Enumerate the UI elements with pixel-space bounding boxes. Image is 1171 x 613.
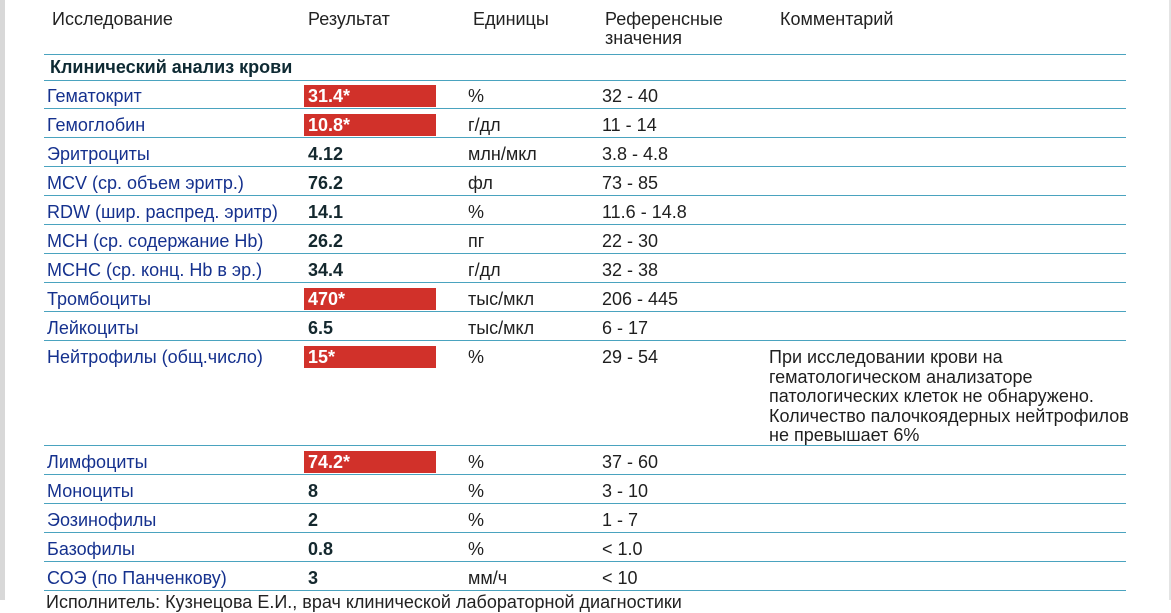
test-name: Эозинофилы xyxy=(47,510,157,530)
reference-range: < 1.0 xyxy=(602,539,643,559)
row-rule xyxy=(44,195,1126,196)
reference-range: 3 - 10 xyxy=(602,481,649,501)
row-rule xyxy=(44,137,1126,138)
reference-range: 73 - 85 xyxy=(602,173,659,193)
test-name: Тромбоциты xyxy=(47,289,152,309)
test-result: 3 xyxy=(308,568,319,588)
test-name: MCH (ср. содержание Hb) xyxy=(47,231,264,251)
section-rule xyxy=(44,80,1126,81)
test-name: MCHC (ср. конц. Hb в эр.) xyxy=(47,260,263,280)
row-rule xyxy=(44,340,1126,341)
test-result: 14.1 xyxy=(308,202,344,222)
test-result: 26.2 xyxy=(308,231,344,251)
row-rule xyxy=(44,282,1126,283)
test-unit: % xyxy=(468,347,485,367)
header-result: Результат xyxy=(308,9,390,29)
row-rule xyxy=(44,474,1126,475)
test-name: Нейтрофилы (общ.число) xyxy=(47,347,263,367)
reference-range: 11.6 - 14.8 xyxy=(602,202,687,222)
test-name: СОЭ (по Панченкову) xyxy=(47,568,227,588)
reference-range: < 10 xyxy=(602,568,638,588)
test-unit: мм/ч xyxy=(468,568,508,588)
test-result: 8 xyxy=(308,481,319,501)
row-rule xyxy=(44,590,1126,591)
reference-range: 29 - 54 xyxy=(602,347,659,367)
test-unit: млн/мкл xyxy=(468,144,537,164)
reference-range: 22 - 30 xyxy=(602,231,659,251)
test-result: 6.5 xyxy=(308,318,334,338)
test-unit: % xyxy=(468,86,485,106)
row-rule xyxy=(44,224,1126,225)
test-unit: тыс/мкл xyxy=(468,289,535,309)
test-unit: % xyxy=(468,481,485,501)
page-edge-shadow xyxy=(0,0,5,600)
reference-range: 11 - 14 xyxy=(602,115,657,135)
row-rule xyxy=(44,166,1126,167)
test-unit: г/дл xyxy=(468,260,501,280)
reference-range: 3.8 - 4.8 xyxy=(602,144,669,164)
test-result: 10.8* xyxy=(308,115,351,135)
test-name: Гемоглобин xyxy=(47,115,146,135)
test-name: MCV (ср. объем эритр.) xyxy=(47,173,244,193)
test-unit: пг xyxy=(468,231,485,251)
header-rule xyxy=(44,54,1126,55)
header-units: Единицы xyxy=(473,9,549,29)
reference-range: 6 - 17 xyxy=(602,318,649,338)
section-title: Клинический анализ крови xyxy=(50,57,293,77)
row-rule xyxy=(44,253,1126,254)
test-result: 31.4* xyxy=(308,86,351,106)
reference-range: 1 - 7 xyxy=(602,510,639,530)
reference-range: 32 - 40 xyxy=(602,86,659,106)
test-result: 4.12 xyxy=(308,144,344,164)
test-result: 34.4 xyxy=(308,260,344,280)
test-result: 74.2* xyxy=(308,452,351,472)
test-unit: тыс/мкл xyxy=(468,318,535,338)
row-rule xyxy=(44,503,1126,504)
test-result: 470* xyxy=(308,289,346,309)
test-result: 15* xyxy=(308,347,336,367)
footer-executor: Исполнитель: Кузнецова Е.И., врач клинической лабораторной диагностики xyxy=(46,592,682,612)
row-rule xyxy=(44,532,1126,533)
test-name: Гематокрит xyxy=(47,86,142,106)
test-unit: г/дл xyxy=(468,115,501,135)
test-name: Эритроциты xyxy=(47,144,150,164)
test-unit: % xyxy=(468,539,485,559)
reference-range: 32 - 38 xyxy=(602,260,659,280)
test-unit: % xyxy=(468,510,485,530)
row-rule xyxy=(44,108,1126,109)
row-rule xyxy=(44,311,1126,312)
test-name: RDW (шир. распред. эритр) xyxy=(47,202,278,222)
test-result: 76.2 xyxy=(308,173,344,193)
test-unit: % xyxy=(468,452,485,472)
test-unit: % xyxy=(468,202,485,222)
header-reference: Референсные значения xyxy=(605,9,723,48)
reference-range: 206 - 445 xyxy=(602,289,679,309)
row-rule xyxy=(44,561,1126,562)
header-test: Исследование xyxy=(52,9,173,29)
test-name: Моноциты xyxy=(47,481,134,501)
test-name: Лейкоциты xyxy=(47,318,139,338)
reference-range: 37 - 60 xyxy=(602,452,659,472)
test-name: Лимфоциты xyxy=(47,452,148,472)
test-name: Базофилы xyxy=(47,539,135,559)
header-comment: Комментарий xyxy=(780,9,894,29)
neutrophil-comment: При исследовании крови на гематологическом анализаторе патологических клеток не обнаружено. Количество палочкоядерных нейтрофилов не превышает 6% xyxy=(769,347,1129,445)
test-result: 0.8 xyxy=(308,539,334,559)
test-unit: фл xyxy=(468,173,493,193)
test-result: 2 xyxy=(308,510,319,530)
